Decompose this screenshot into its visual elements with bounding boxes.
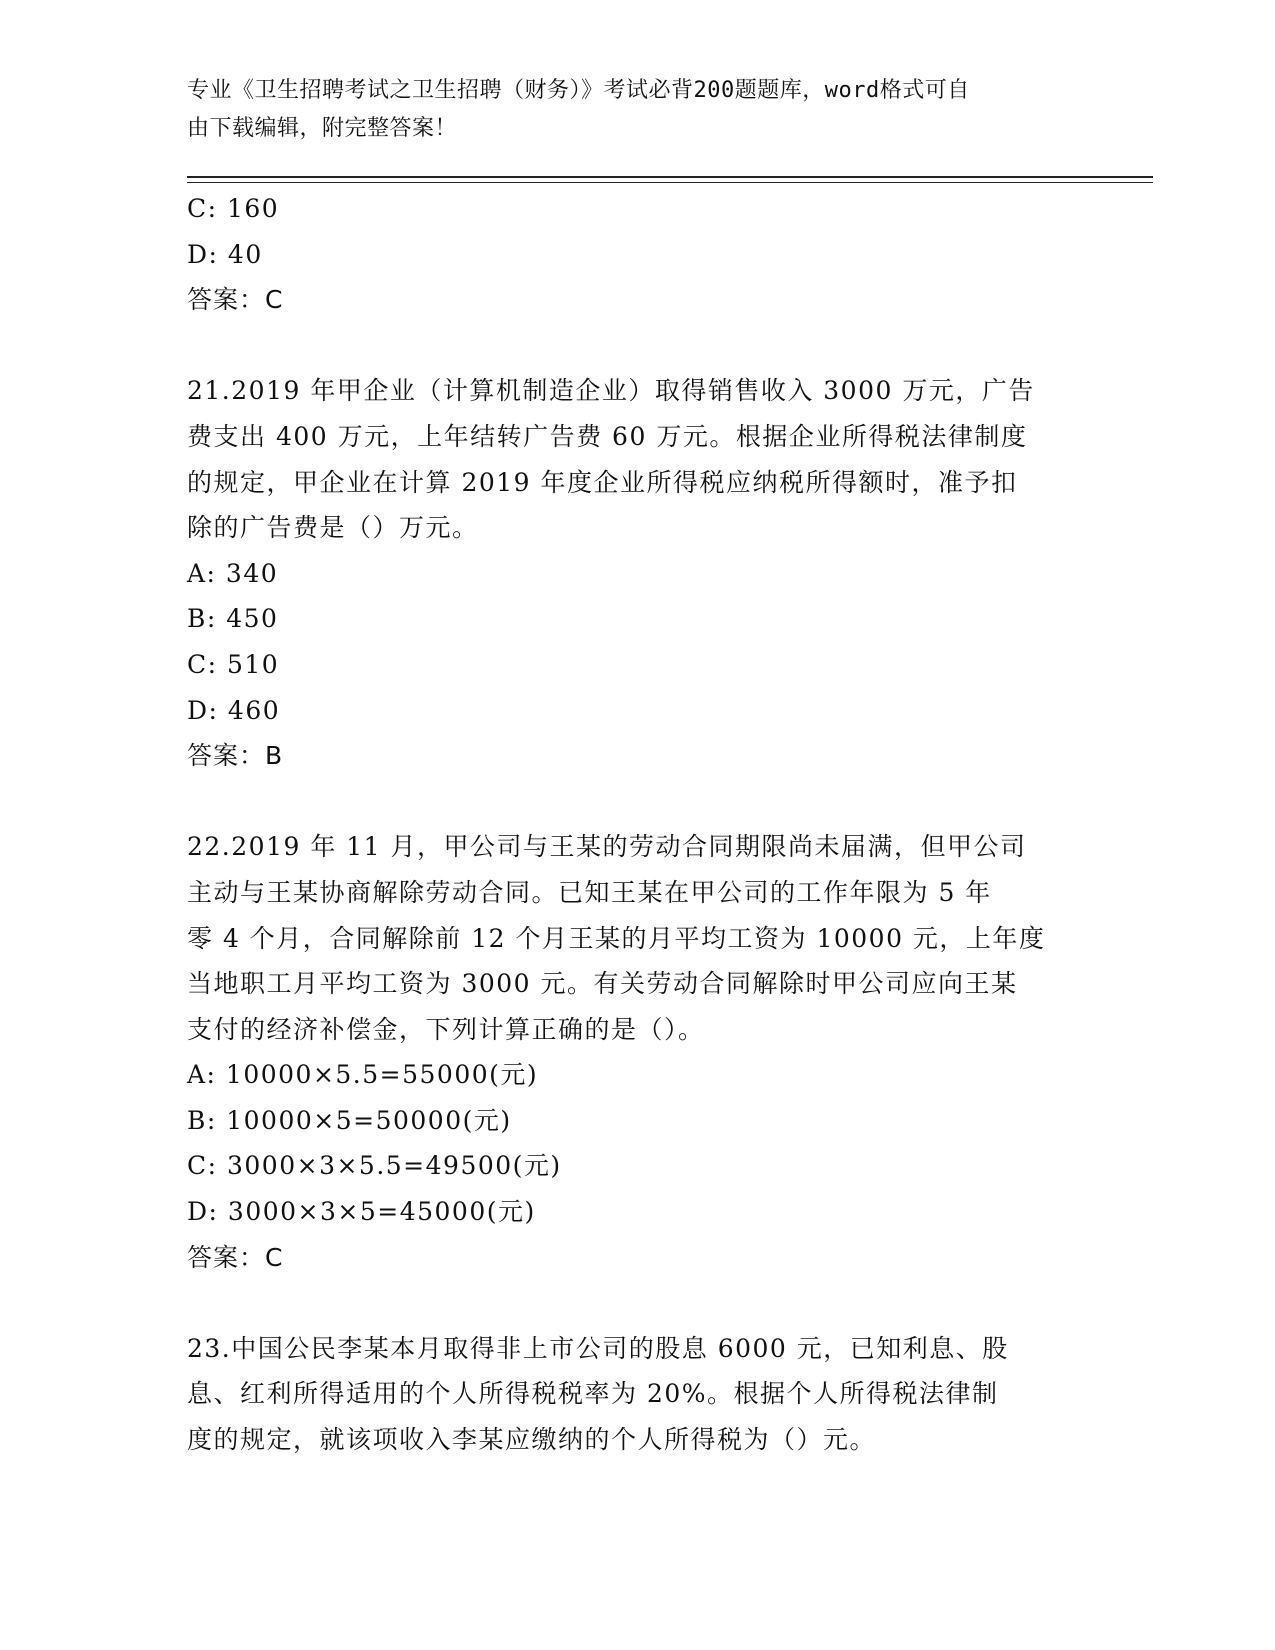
question-text-line: 零 4 个月，合同解除前 12 个月王某的月平均工资为 10000 元，上年度 bbox=[187, 923, 1046, 953]
header-line: 由下载编辑，附完整答案！ bbox=[187, 116, 458, 141]
option-a: A: 10000×5.5=55000(元) bbox=[187, 1060, 539, 1090]
option-a: A: 340 bbox=[187, 558, 279, 588]
option-c: C: 510 bbox=[187, 649, 280, 679]
document-body bbox=[187, 186, 1087, 1463]
question-text-line: 度的规定，就该项收入李某应缴纳的个人所得税为（）元。 bbox=[187, 1425, 877, 1455]
document-header bbox=[187, 72, 1067, 148]
header-divider-thin bbox=[187, 182, 1153, 183]
question-text-line: 当地职工月平均工资为 3000 元。有关劳动合同解除时甲公司应向王某 bbox=[187, 969, 1018, 999]
answer-line: 答案：B bbox=[187, 741, 284, 771]
option-d: D: 3000×3×5=45000(元) bbox=[187, 1197, 536, 1227]
question-text-line: 费支出 400 万元，上年结转广告费 60 万元。根据企业所得税法律制度 bbox=[187, 421, 1028, 451]
header-divider-thick bbox=[187, 176, 1153, 178]
question-text-line: 主动与王某协商解除劳动合同。已知王某在甲公司的工作年限为 5 年 bbox=[187, 877, 992, 907]
option-c: C: 160 bbox=[187, 194, 280, 223]
question-text-line: 息、红利所得适用的个人所得税税率为 20%。根据个人所得税法律制 bbox=[187, 1379, 999, 1409]
option-d: D: 40 bbox=[187, 239, 263, 269]
question-block-20 bbox=[187, 186, 1087, 323]
question-text-line: 23.中国公民李某本月取得非上市公司的股息 6000 元，已知利息、股 bbox=[187, 1333, 1009, 1363]
option-d: D: 460 bbox=[187, 695, 281, 725]
option-c: C: 3000×3×5.5=49500(元) bbox=[187, 1151, 562, 1181]
question-text-line: 除的广告费是（）万元。 bbox=[187, 513, 479, 543]
option-b: B: 450 bbox=[187, 604, 279, 634]
header-line: 专业《卫生招聘考试之卫生招聘（财务）》考试必背200题题库，word格式可自 bbox=[187, 78, 970, 103]
answer-line: 答案：C bbox=[187, 1242, 284, 1272]
question-block-23 bbox=[187, 1326, 1087, 1463]
question-text-line: 支付的经济补偿金，下列计算正确的是（）。 bbox=[187, 1014, 705, 1044]
question-text-line: 22.2019 年 11 月，甲公司与王某的劳动合同期限尚未届满，但甲公司 bbox=[187, 832, 1027, 862]
option-b: B: 10000×5=50000(元) bbox=[187, 1105, 512, 1135]
question-block-21 bbox=[187, 368, 1087, 778]
question-text-line: 的规定，甲企业在计算 2019 年度企业所得税应纳税所得额时，准予扣 bbox=[187, 467, 1018, 497]
question-text-line: 21.2019 年甲企业（计算机制造企业）取得销售收入 3000 万元，广告 bbox=[187, 376, 1035, 406]
answer-line: 答案：C bbox=[187, 285, 284, 315]
question-block-22 bbox=[187, 824, 1087, 1280]
